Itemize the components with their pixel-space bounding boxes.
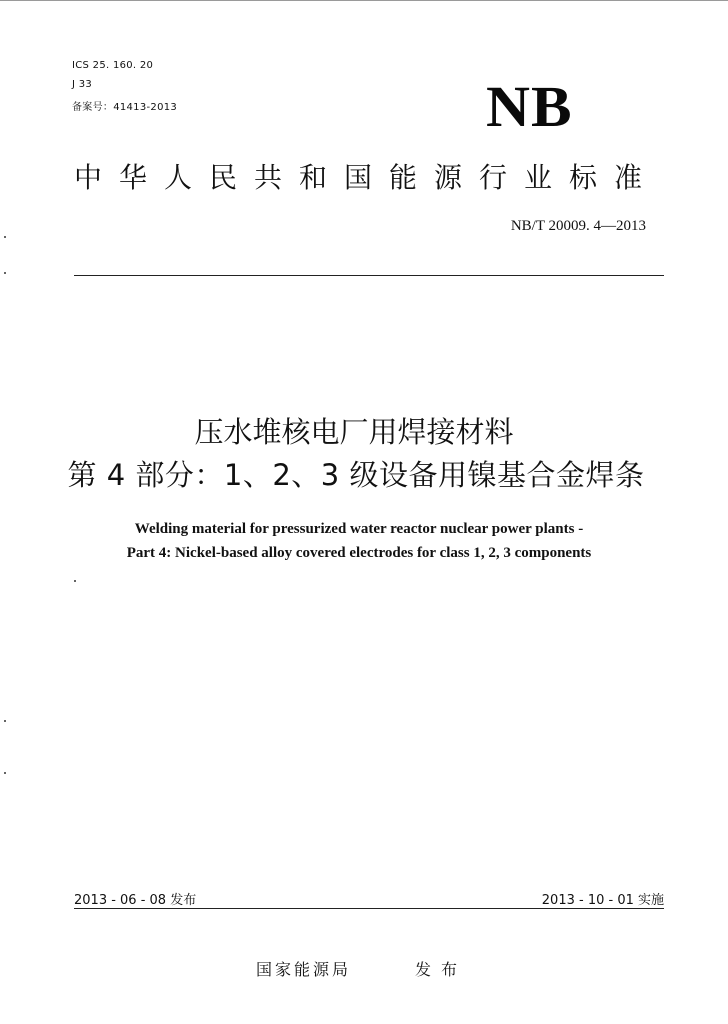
scan-speck [74,580,76,582]
record-number: 备案号：41413-2013 [72,102,178,113]
scan-speck [4,272,6,274]
standard-name: 中华人民共和国能源行业标准 [74,161,660,194]
j-code: J 33 [72,79,93,90]
title-en-line2: Part 4: Nickel-based alloy covered electrodes for class 1, 2, 3 components [126,545,592,561]
scan-top-edge [0,0,728,1]
publish-label: 发布 [415,960,468,979]
title-zh-line2: 第 4 部分：1、2、3 级设备用镍基合金焊条 [67,458,645,492]
header-divider [74,275,664,276]
footer-divider [74,908,664,909]
issue-date: 2013 - 06 - 08 发布 [74,893,197,908]
publisher: 国家能源局 [256,960,352,979]
scan-speck [4,772,6,774]
scan-speck [4,720,6,722]
nb-logo: NB [486,74,573,139]
title-zh-line1: 压水堆核电厂用焊接材料 [194,415,514,449]
scan-speck [4,236,6,238]
title-en-line1: Welding material for pressurized water reactor nuclear power plants - [134,521,584,537]
implement-date: 2013 - 10 - 01 实施 [541,893,664,908]
ics-code: ICS 25. 160. 20 [72,60,154,71]
standard-number: NB/T 20009. 4—2013 [510,218,646,234]
